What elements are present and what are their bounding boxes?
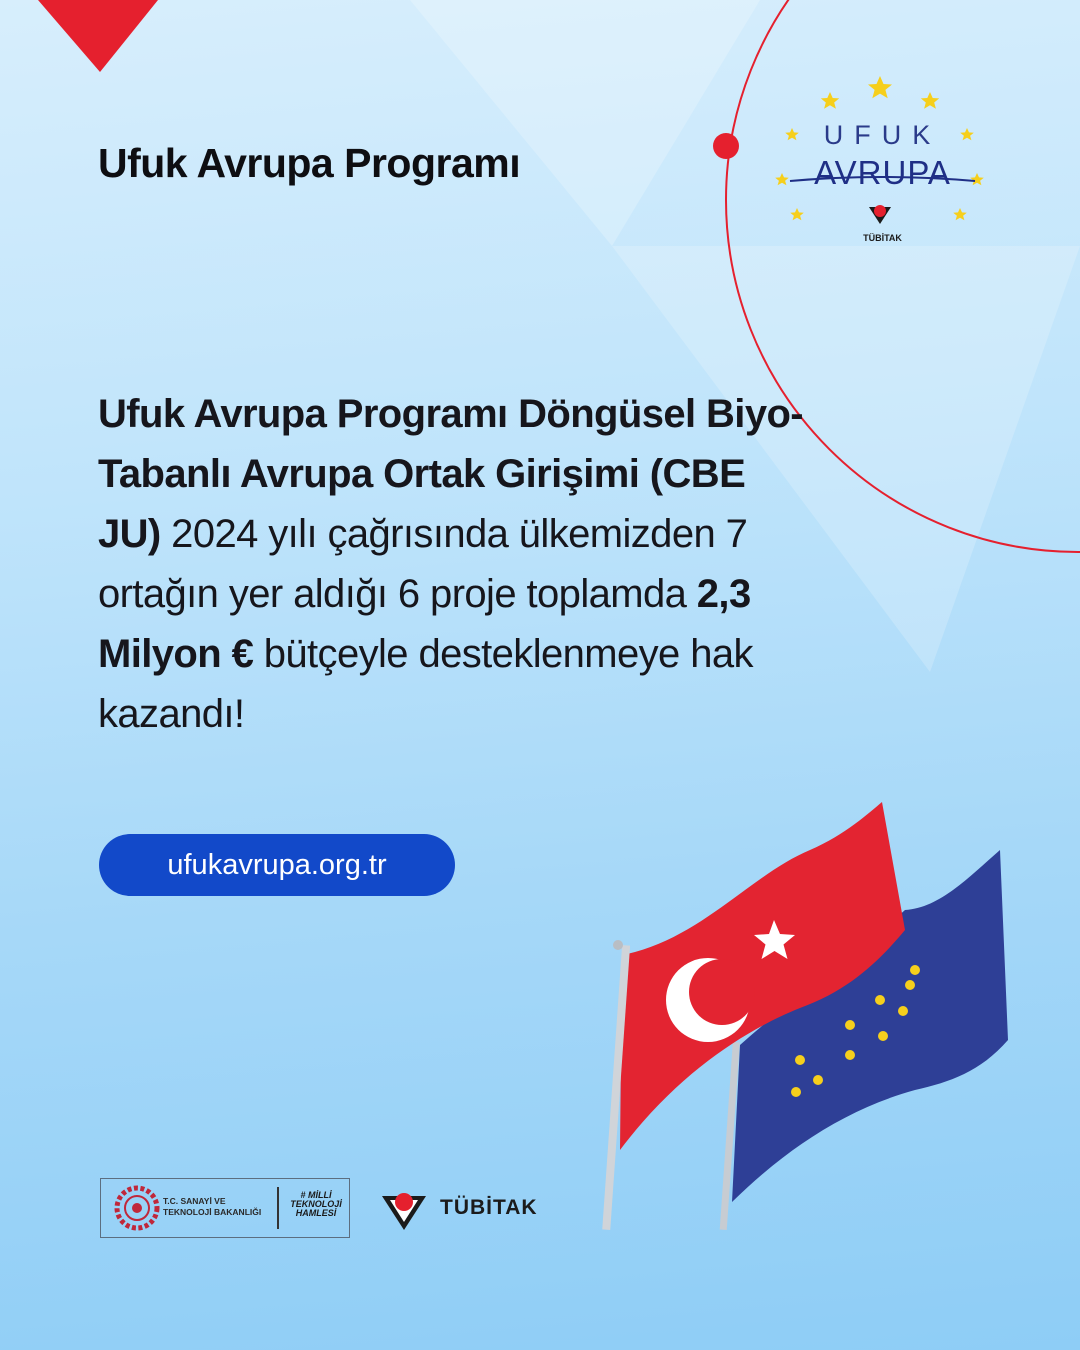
red-corner-triangle bbox=[38, 0, 158, 72]
announcement-text-2: bütçeyle desteklenmeye hak kazandı! bbox=[98, 632, 753, 736]
bg-triangle-top bbox=[410, 0, 760, 246]
announcement-text-1: 2024 yılı çağrısında ülkemizden 7 ortağın yer aldığı 6 proje toplamda bbox=[98, 512, 748, 616]
ministry-gear-icon bbox=[107, 1179, 167, 1237]
ministry-logo bbox=[100, 1178, 350, 1238]
red-dot bbox=[713, 133, 739, 159]
flags-illustration bbox=[560, 790, 1060, 1230]
announcement-budget: 2,3 Milyon € bbox=[98, 572, 751, 676]
logo-avrupa-text: AVRUPA bbox=[814, 154, 951, 191]
ministry-label: T.C. SANAYİ VE TEKNOLOJİ BAKANLIĞI bbox=[163, 1196, 262, 1217]
tubitak-label: TÜBİTAK bbox=[440, 1196, 538, 1219]
website-link-button[interactable]: ufukavrupa.org.tr bbox=[99, 834, 455, 896]
tubitak-logo bbox=[380, 1186, 538, 1232]
milli-teknoloji-label: # MİLLİ TEKNOLOJİ HAMLESİ bbox=[290, 1190, 342, 1218]
ufuk-avrupa-logo bbox=[770, 68, 995, 253]
ministry-divider bbox=[277, 1187, 279, 1229]
logo-ufuk-text: UFUK bbox=[823, 120, 942, 150]
announcement-text bbox=[98, 384, 818, 744]
page-title: Ufuk Avrupa Programı bbox=[98, 140, 521, 186]
tubitak-emblem-icon bbox=[380, 1186, 430, 1232]
logo-tubitak-text: TÜBİTAK bbox=[863, 233, 902, 243]
tubitak-emblem-small bbox=[869, 205, 891, 224]
announcement-bold-1: Ufuk Avrupa Programı Döngüsel Biyo-Tabanlı Avrupa Ortak Girişimi (CBE JU) bbox=[98, 392, 804, 556]
